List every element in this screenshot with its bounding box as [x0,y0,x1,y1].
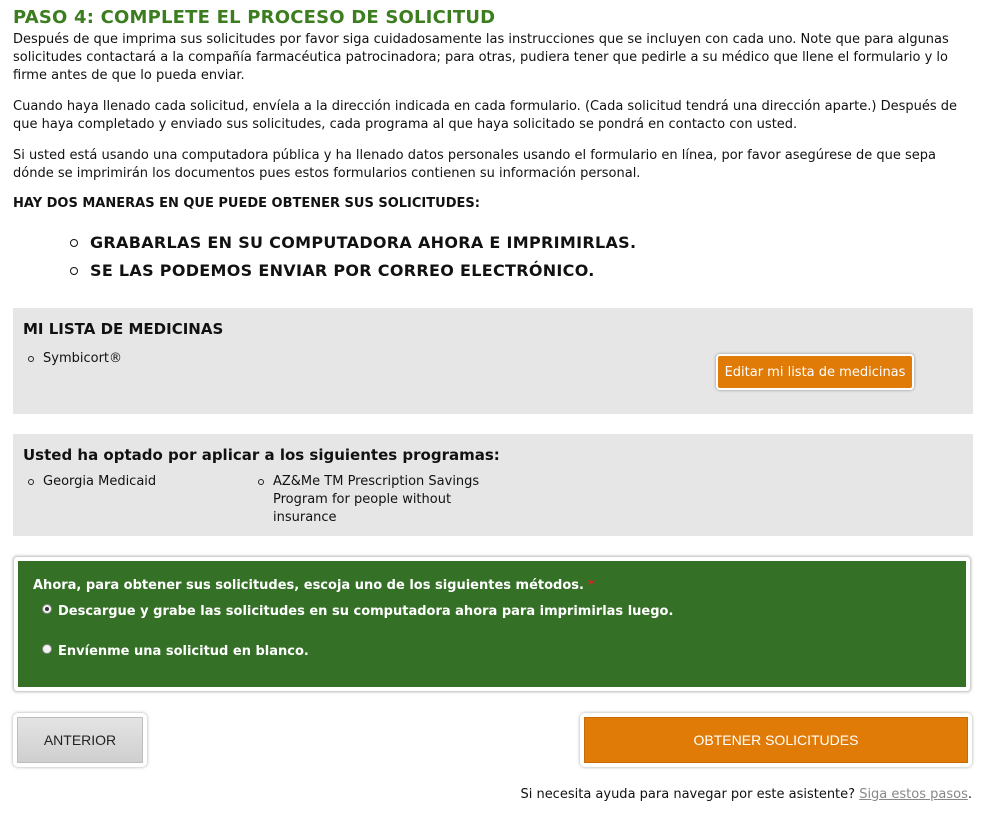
help-text [520,787,972,802]
medicines-title: MI LISTA DE MEDICINAS [23,320,224,338]
ways-heading: HAY DOS MANERAS EN QUE PUEDE OBTENER SUS SOLICITUDES: [13,196,480,211]
instructions-paragraph-3: Si usted está usando una computadora pública y ha llenado datos personales usando el formulario en línea, por favor asegúrese de que sepa dónde se imprimirán los documentos pues estos formularios contienen su información personal. [13,148,936,181]
help-question: Si necesita ayuda para navegar por este asistente? [520,787,860,802]
radio-option-download[interactable] [42,604,673,619]
get-applications-button-label[interactable]: OBTENER SOLICITUDES [584,717,968,763]
previous-button[interactable] [13,713,147,767]
medicine-item: Symbicort® [24,350,122,368]
previous-button-label[interactable]: ANTERIOR [17,717,143,763]
method-panel [13,556,971,692]
method-panel-inner [18,561,966,687]
radio-blank-label[interactable]: Envíenme una solicitud en blanco. [58,644,309,659]
edit-medicines-button[interactable]: Editar mi lista de medicinas [716,354,914,390]
method-question [33,578,595,593]
page-title: PASO 4: COMPLETE EL PROCESO DE SOLICITUD [13,7,496,28]
get-applications-button[interactable] [580,713,972,767]
program-item-georgia-medicaid: Georgia Medicaid [24,473,156,491]
radio-download[interactable] [42,604,52,614]
program-item-azme: AZ&Me TM Prescription Savings Program for people without insurance [254,473,503,527]
programs-panel [13,434,973,536]
radio-option-blank[interactable] [42,644,309,659]
instructions-paragraph-1: Después de que imprima sus solicitudes por favor siga cuidadosamente las instrucciones que se incluyen con cada uno. Note que para algunas solicitudes contactará a la compañía farmacéutica patrocinadora; para otras, pudiera tener que pedirle a su médico que llene el formulario y lo firme antes de que lo pueda enviar. [13,32,949,83]
way-item-email: SE LAS PODEMOS ENVIAR POR CORREO ELECTRÓNICO. [60,260,636,288]
instructions-paragraph-2: Cuando haya llenado cada solicitud, envíela a la dirección indicada en cada formulario. (Cada solicitud tendrá una dirección aparte.) Después de que haya completado y enviado sus solicitudes, cada programa al que haya solicitado se pondrá en contacto con usted. [13,99,957,132]
radio-download-label[interactable]: Descargue y grabe las solicitudes en su computadora ahora para imprimirlas luego. [58,604,674,619]
method-question-text: Ahora, para obtener sus solicitudes, escoja uno de los siguientes métodos. [33,578,584,593]
programs-title: Usted ha optado por aplicar a los siguientes programas: [23,446,500,464]
required-asterisk: * [587,578,595,593]
help-link[interactable]: Siga estos pasos [859,787,968,802]
way-item-save: GRABARLAS EN SU COMPUTADORA AHORA E IMPRIMIRLAS. [60,232,636,260]
radio-blank[interactable] [42,644,52,654]
help-end: . [967,787,972,802]
medicines-panel [13,308,973,414]
ways-list [60,232,636,288]
